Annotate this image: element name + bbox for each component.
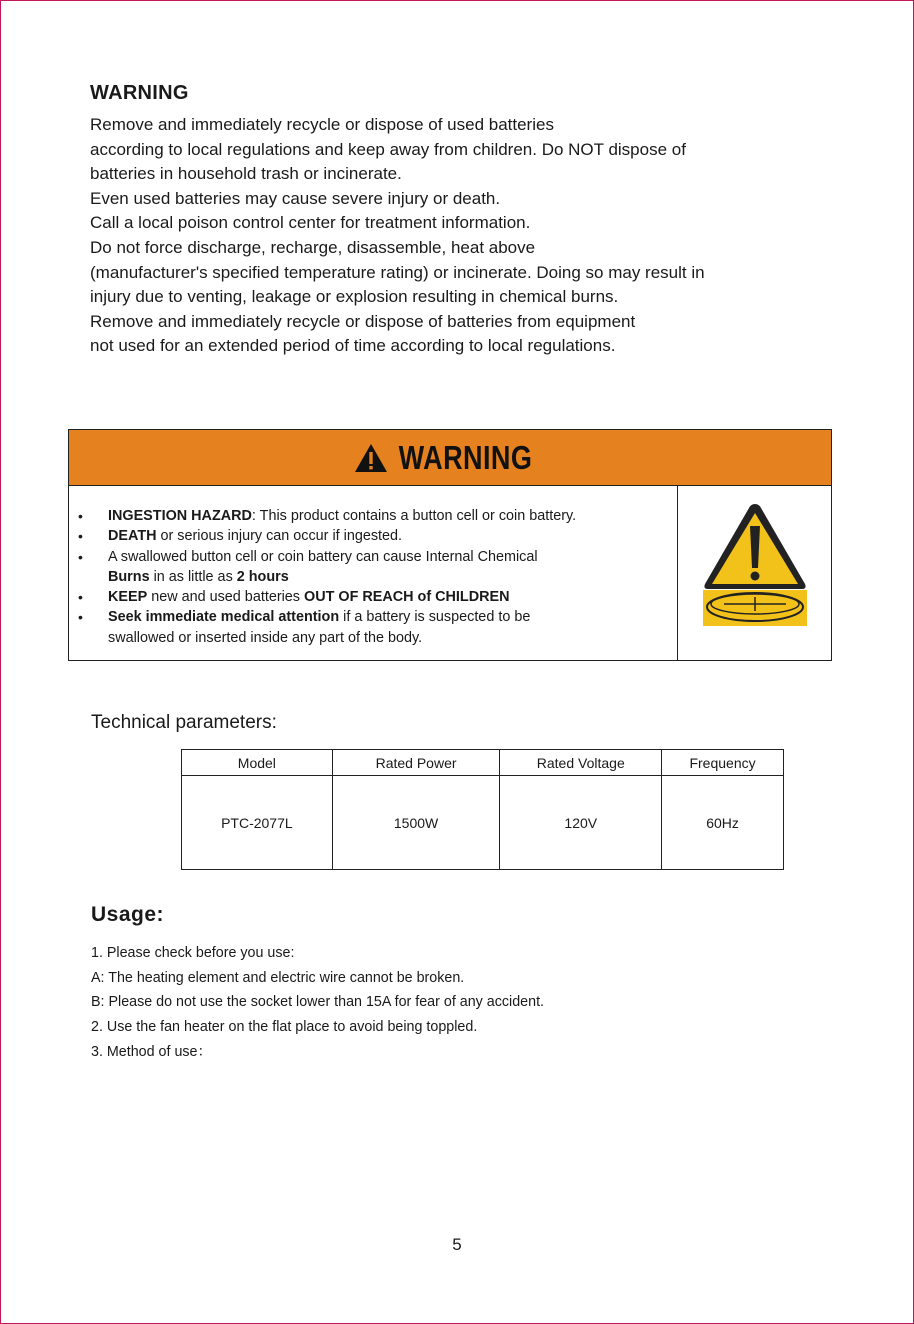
hazard-text: if a battery is suspected to be: [339, 609, 531, 626]
column-header: Rated Voltage: [500, 750, 662, 776]
list-item: [69, 587, 677, 607]
exclamation-triangle-icon: [702, 500, 808, 628]
technical-parameters-title: Technical parameters:: [91, 712, 277, 733]
hazard-bullet-list: [69, 486, 678, 660]
table-cell-voltage: 120V: [500, 776, 662, 870]
hazard-emphasis: DEATH: [108, 528, 157, 545]
hazard-emphasis: OUT OF REACH of CHILDREN: [304, 589, 510, 606]
hazard-text: : This product contains a button cell or coin battery.: [251, 508, 577, 524]
hazard-emphasis: INGESTION HAZARD: [108, 508, 252, 524]
warning-line: injury due to venting, leakage or explosion resulting in chemical burns.: [90, 287, 619, 307]
battery-hazard-symbol: [678, 486, 831, 660]
warning-line: (manufacturer's specified temperature rating) or incinerate. Doing so may result in: [90, 262, 705, 282]
usage-line: B: Please do not use the socket lower than 15A for fear of any accident.: [91, 994, 545, 1011]
bullet-dot: •: [78, 589, 83, 606]
coin-battery-icon: [703, 590, 807, 626]
page-number: 5: [452, 1235, 462, 1254]
hazard-text: swallowed or inserted inside any part of the body.: [108, 629, 423, 646]
ingestion-warning-box: [68, 429, 832, 661]
usage-line: A: The heating element and electric wire cannot be broken.: [91, 969, 465, 986]
usage-instructions: [91, 941, 544, 1065]
column-header: Model: [182, 750, 333, 776]
warning-line: according to local regulations and keep away from children. Do NOT dispose of: [90, 139, 686, 159]
battery-warning-section: [90, 82, 850, 359]
column-header: Frequency: [662, 750, 784, 776]
hazard-emphasis: KEEP: [108, 589, 148, 606]
column-header: Rated Power: [332, 750, 500, 776]
warning-line: Remove and immediately recycle or dispose of batteries from equipment: [90, 311, 636, 331]
table-row: [182, 776, 784, 870]
hazard-text: in as little as: [149, 568, 237, 585]
usage-line: 2. Use the fan heater on the flat place to avoid being toppled.: [91, 1019, 478, 1036]
table-cell-power: 1500W: [332, 776, 500, 870]
list-item-continuation: [69, 567, 677, 587]
bullet-dot: •: [78, 508, 83, 524]
warning-line: batteries in household trash or incinerate.: [90, 164, 402, 184]
table-cell-model: PTC-2077L: [182, 776, 333, 870]
list-item: [69, 526, 677, 546]
warning-line: Even used batteries may cause severe injury or death.: [90, 188, 501, 208]
usage-title: Usage:: [91, 903, 165, 926]
usage-line: 1. Please check before you use:: [91, 945, 295, 961]
hazard-text: A swallowed button cell or coin battery can cause Internal Chemical: [108, 548, 538, 565]
hazard-emphasis: 2 hours: [236, 568, 289, 585]
table-cell-frequency: 60Hz: [662, 776, 784, 870]
warning-heading: WARNING: [90, 82, 189, 104]
bullet-dot: •: [78, 609, 83, 626]
hazard-text: new and used batteries: [147, 589, 305, 606]
warning-line: not used for an extended period of time according to local regulations.: [90, 336, 616, 356]
hazard-text: or serious injury can occur if ingested.: [156, 528, 403, 545]
list-item: [69, 506, 677, 526]
bullet-dot: •: [78, 548, 83, 565]
hazard-emphasis: Seek immediate medical attention: [108, 609, 340, 626]
warning-line: Call a local poison control center for treatment information.: [90, 213, 531, 233]
usage-line: 3. Method of use：: [91, 1043, 212, 1060]
list-item-continuation: [69, 628, 677, 648]
list-item: [69, 547, 677, 567]
warning-banner: [69, 430, 831, 486]
bullet-dot: •: [78, 528, 83, 545]
warning-line: Do not force discharge, recharge, disassemble, heat above: [90, 237, 536, 257]
table-header-row: [182, 750, 784, 776]
technical-parameters-table: [181, 749, 784, 870]
warning-triangle-icon: [354, 443, 388, 473]
hazard-emphasis: Burns: [108, 568, 150, 585]
list-item: [69, 607, 677, 627]
warning-line: Remove and immediately recycle or dispose of used batteries: [90, 115, 554, 134]
warning-banner-title: WARNING: [398, 438, 532, 476]
warning-text: [90, 113, 850, 359]
